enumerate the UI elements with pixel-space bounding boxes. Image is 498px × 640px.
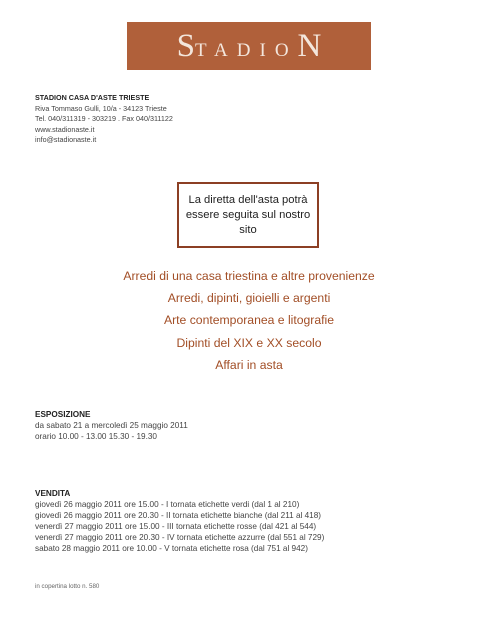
company-website[interactable]: www.stadionaste.it xyxy=(35,124,95,134)
company-email[interactable]: info@stadionaste.it xyxy=(35,135,97,145)
auction-title: Dipinti del XIX e XX secolo xyxy=(176,335,322,350)
auction-title: Affari in asta xyxy=(215,357,283,372)
company-name: STADION CASA D'ASTE TRIESTE xyxy=(35,93,150,102)
vendita-line: sabato 28 maggio 2011 ore 10.00 - V tornata etichette rosa (dal 751 al 942) xyxy=(35,544,308,553)
esposizione-line: da sabato 21 a mercoledì 25 maggio 2011 xyxy=(35,421,188,430)
vendita-heading: VENDITA xyxy=(35,489,71,498)
vendita-line: giovedì 26 maggio 2011 ore 20.30 - II tornata etichette bianche (dal 211 al 418) xyxy=(35,511,321,520)
company-info xyxy=(35,93,173,146)
vendita-line: giovedì 26 maggio 2011 ore 15.00 - I tornata etichette verdi (dal 1 al 210) xyxy=(35,500,300,509)
esposizione-heading: ESPOSIZIONE xyxy=(35,410,91,419)
cover-lot-note: in copertina lotto n. 580 xyxy=(35,583,100,590)
vendita-line: venerdì 27 maggio 2011 ore 20.30 - IV tornata etichette azzurre (dal 551 al 729) xyxy=(35,533,325,542)
esposizione-section xyxy=(35,409,188,442)
stadion-logo xyxy=(127,22,371,70)
auction-title: Arredi di una casa triestina e altre provenienze xyxy=(123,269,375,283)
company-address: Riva Tommaso Gulli, 10/a - 34123 Trieste xyxy=(35,103,167,113)
esposizione-line: orario 10.00 - 13.00 15.30 - 19.30 xyxy=(35,432,157,441)
company-phones: Tel. 040/311319 - 303219 . Fax 040/311122 xyxy=(35,114,173,124)
notice-text: La diretta dell'asta potrà essere seguita sul nostro sito xyxy=(185,193,311,236)
vendita-line: venerdì 27 maggio 2011 ore 15.00 - III tornata etichette rosse (dal 421 al 544) xyxy=(35,522,317,531)
logo-wordmark: STADION xyxy=(176,27,322,64)
auction-title: Arte contemporanea e litografie xyxy=(163,313,335,328)
auction-titles xyxy=(0,265,498,376)
vendita-section xyxy=(35,488,324,554)
auction-title: Arredi, dipinti, gioielli e argenti xyxy=(167,291,331,306)
live-auction-notice xyxy=(177,182,319,248)
